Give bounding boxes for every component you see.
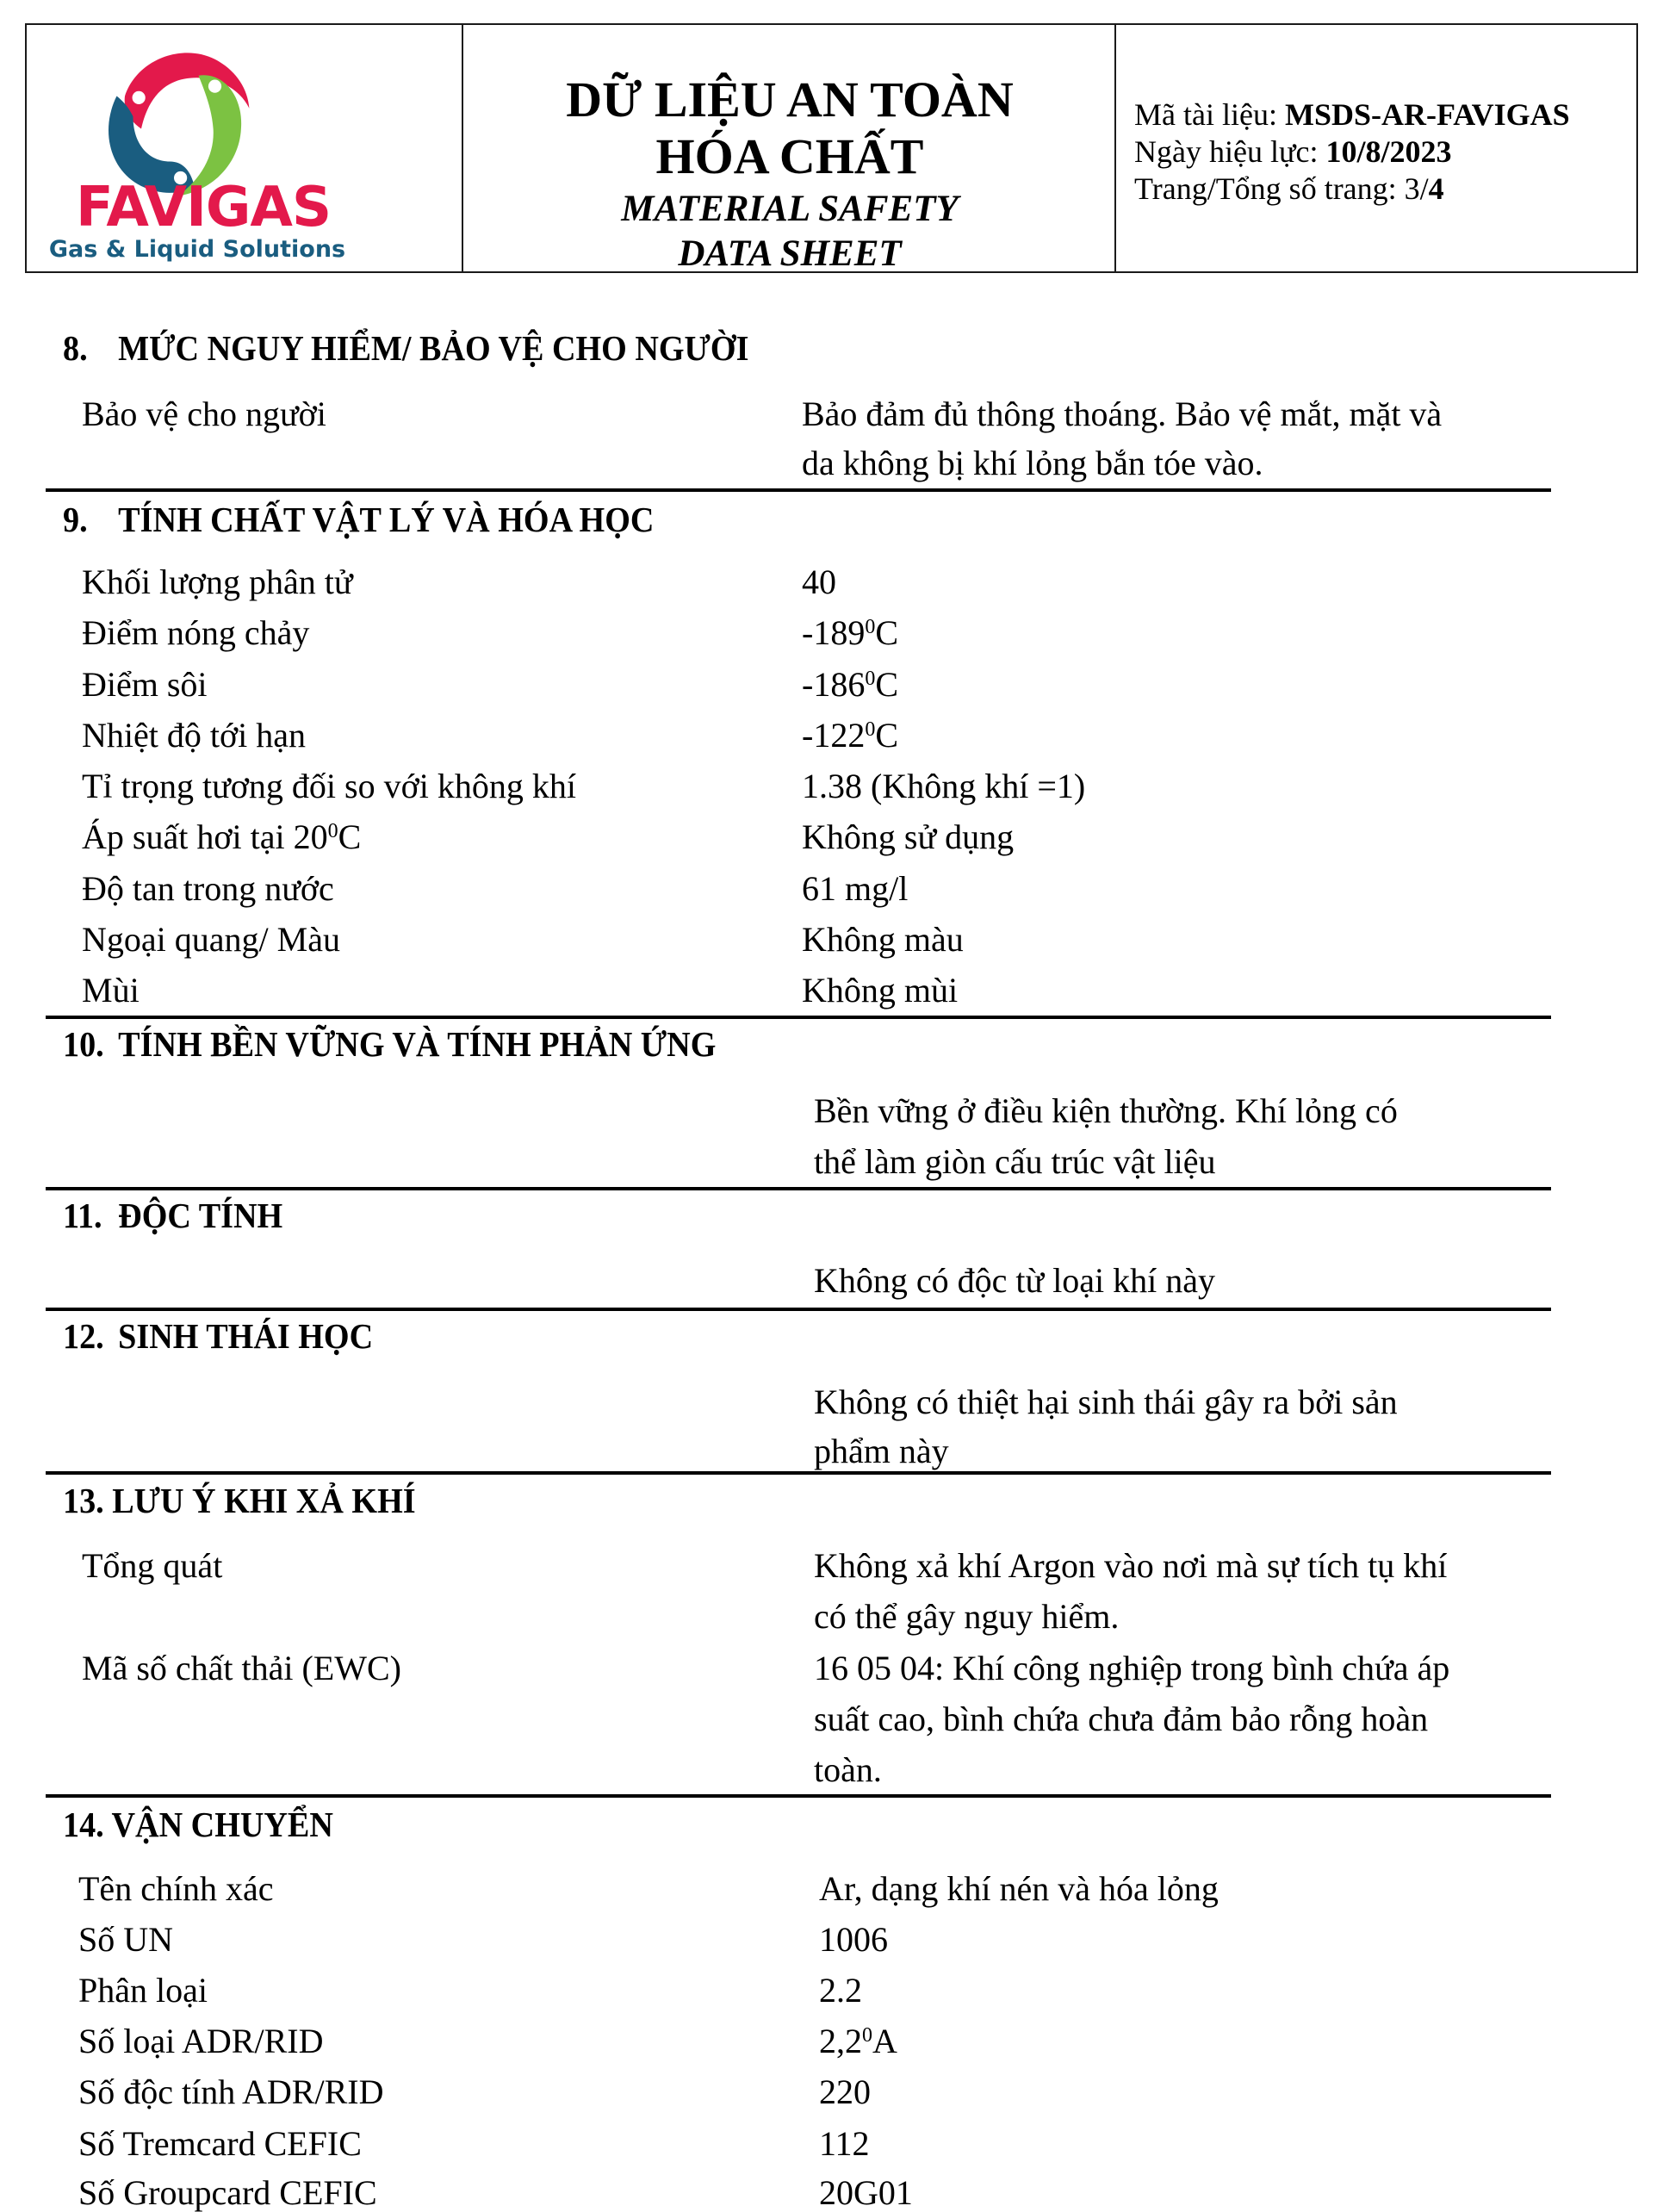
value-unit: C [875, 665, 899, 704]
degree-superscript: 0 [327, 819, 338, 842]
section-11-heading [63, 1198, 282, 1233]
row-label: Mùi [82, 971, 140, 1010]
row-value: Ar, dạng khí nén và hóa lỏng [819, 1869, 1219, 1908]
logo-cell [27, 25, 462, 271]
section-14-heading [63, 1807, 333, 1842]
row-label: Số loại ADR/RID [78, 2022, 324, 2060]
section-number: 13. [63, 1481, 104, 1520]
row-value: 1006 [819, 1920, 888, 1959]
row-value: 40 [802, 562, 836, 601]
row-value: Không mùi [802, 971, 959, 1010]
section-number: 9. [63, 500, 88, 539]
page-label: Trang/Tổng số trang: 3/ [1134, 171, 1429, 206]
section-number: 14. [63, 1805, 104, 1844]
section-9-heading [63, 502, 654, 537]
value-number: -186 [802, 665, 866, 704]
meta-cell [1117, 25, 1636, 271]
row-value [802, 665, 899, 704]
row-label: Độ tan trong nước [82, 869, 334, 908]
section-divider [46, 1308, 1551, 1311]
degree-superscript: 0 [865, 615, 876, 638]
row-label: Số UN [78, 1920, 174, 1959]
value-unit: C [875, 716, 899, 755]
title-cell [464, 25, 1115, 274]
title-vi-line1: DỮ LIỆU AN TOÀN [566, 71, 1014, 127]
section-title: LƯU Ý KHI XẢ KHÍ [112, 1481, 416, 1520]
title-en-line2: DATA SHEET [678, 233, 902, 274]
page-counter [1134, 173, 1444, 204]
value-unit: C [875, 613, 899, 652]
section-number: 11. [63, 1196, 102, 1235]
section-divider [46, 1471, 1551, 1475]
doc-code-label: Mã tài liệu: [1134, 97, 1285, 132]
section-13-heading [63, 1483, 416, 1519]
row-label: Số Tremcard CEFIC [78, 2124, 362, 2163]
value-number: -189 [802, 613, 866, 652]
doc-code-value: MSDS-AR-FAVIGAS [1284, 97, 1570, 132]
section-value: Không có thiệt hại sinh thái gây ra bởi sản [814, 1382, 1398, 1421]
title-en-line1: MATERIAL SAFETY [621, 189, 959, 229]
row-label: Tổng quát [82, 1546, 223, 1585]
row-label: Tỉ trọng tương đối so với không khí [82, 767, 576, 805]
section-title: MỨC NGUY HIỂM/ BẢO VỆ CHO NGƯỜI [118, 328, 749, 368]
row-label: Điểm nóng chảy [82, 613, 310, 652]
row-value: da không bị khí lỏng bắn tóe vào. [802, 444, 1263, 482]
section-divider [46, 1016, 1551, 1019]
section-title: ĐỘC TÍNH [118, 1196, 283, 1235]
value-number: 2,2 [819, 2022, 862, 2060]
row-label: Nhiệt độ tới hạn [82, 716, 306, 755]
row-value: có thể gây nguy hiểm. [814, 1597, 1120, 1636]
row-label: Điểm sôi [82, 665, 208, 704]
row-value: 220 [819, 2072, 871, 2111]
row-label: Khối lượng phân tử [82, 562, 353, 601]
row-value: suất cao, bình chứa chưa đảm bảo rỗng hoàn [814, 1699, 1429, 1738]
row-label: Tên chính xác [78, 1869, 274, 1908]
value-number: -122 [802, 716, 866, 755]
section-divider [46, 1794, 1551, 1798]
label-unit: C [338, 817, 362, 856]
doc-code [1134, 99, 1570, 130]
row-value: toàn. [814, 1750, 882, 1789]
section-divider [46, 488, 1551, 492]
degree-superscript: 0 [862, 2023, 872, 2047]
row-label: Số Groupcard CEFIC [78, 2173, 377, 2212]
row-value: Bảo đảm đủ thông thoáng. Bảo vệ mắt, mặt và [802, 395, 1443, 433]
section-8-heading [63, 328, 749, 368]
section-title: SINH THÁI HỌC [118, 1316, 374, 1356]
row-value [819, 2024, 897, 2059]
label-text: Áp suất hơi tại 20 [82, 817, 328, 856]
row-label [82, 817, 362, 856]
row-label: Phân loại [78, 1971, 208, 2010]
effective-date-value: 10/8/2023 [1325, 134, 1452, 169]
row-value: Không xả khí Argon vào nơi mà sự tích tụ khí [814, 1546, 1448, 1585]
row-label: Mã số chất thải (EWC) [82, 1649, 401, 1687]
row-value: 1.38 (Không khí =1) [802, 767, 1086, 805]
section-number: 10. [63, 1024, 104, 1064]
row-value: 112 [819, 2124, 870, 2163]
row-value [802, 613, 899, 652]
section-title: TÍNH CHẤT VẬT LÝ VÀ HÓA HỌC [118, 500, 655, 539]
row-value [802, 718, 898, 753]
section-value: Không có độc từ loại khí này [814, 1261, 1216, 1300]
section-value: Bền vững ở điều kiện thường. Khí lỏng có [814, 1091, 1398, 1130]
effective-date-label: Ngày hiệu lực: [1134, 134, 1326, 169]
page-total: 4 [1428, 171, 1444, 206]
logo-brand-name: FAVIGAS [75, 176, 332, 239]
logo-tagline: Gas & Liquid Solutions [48, 236, 346, 263]
row-label: Bảo vệ cho người [82, 395, 326, 433]
row-value: Không sử dụng [802, 817, 1015, 856]
section-number: 12. [63, 1316, 104, 1356]
degree-superscript: 0 [865, 718, 876, 741]
row-value: 61 mg/l [802, 869, 909, 908]
section-title: VẬN CHUYỂN [111, 1805, 333, 1844]
value-suffix: A [872, 2022, 897, 2060]
row-value: 20G01 [819, 2173, 913, 2212]
section-10-heading [63, 1024, 717, 1064]
section-number: 8. [63, 328, 88, 368]
section-value: thể làm giòn cấu trúc vật liệu [814, 1142, 1216, 1181]
effective-date [1134, 136, 1451, 167]
section-value: phẩm này [814, 1432, 949, 1470]
section-title: TÍNH BỀN VỮNG VÀ TÍNH PHẢN ỨNG [118, 1024, 717, 1064]
section-12-heading [63, 1316, 374, 1356]
title-vi-line2: HÓA CHẤT [655, 128, 924, 184]
row-label: Ngoại quang/ Màu [82, 920, 340, 959]
row-value: Không màu [802, 920, 964, 959]
section-divider [46, 1187, 1551, 1190]
row-label: Số độc tính ADR/RID [78, 2072, 384, 2111]
document-header [25, 23, 1638, 273]
row-value: 16 05 04: Khí công nghiệp trong bình chứa áp [814, 1649, 1450, 1687]
row-value: 2.2 [819, 1971, 862, 2010]
degree-superscript: 0 [865, 667, 876, 690]
